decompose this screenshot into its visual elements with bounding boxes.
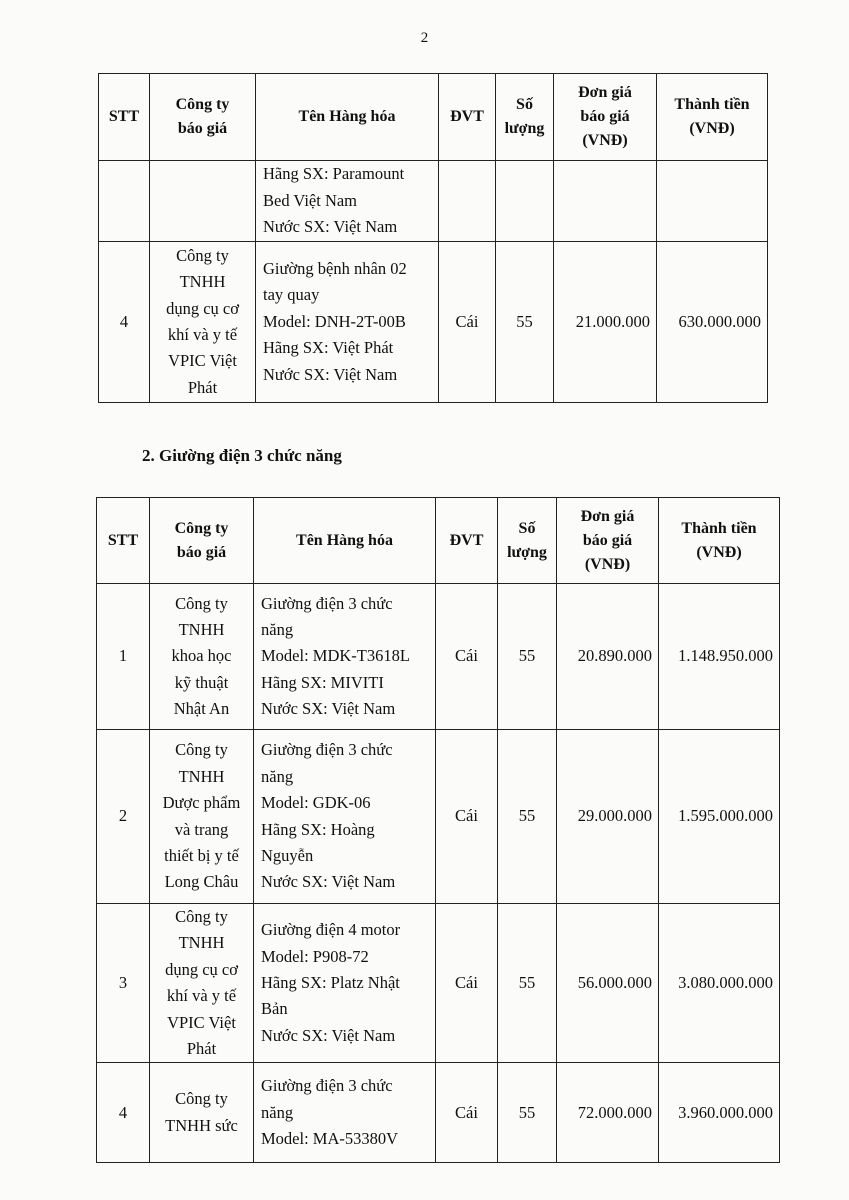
header-total: Thành tiền (VNĐ) [659, 498, 780, 584]
cell-total: 3.960.000.000 [659, 1063, 780, 1163]
cell-unit-price [554, 161, 657, 242]
header-unit: ĐVT [436, 498, 498, 584]
header-stt: STT [97, 498, 150, 584]
cell-unit: Cái [436, 904, 498, 1063]
cell-stt: 4 [99, 242, 150, 403]
cell-unit: Cái [439, 242, 496, 403]
table-row [97, 584, 780, 730]
cell-unit: Cái [436, 730, 498, 904]
cell-stt: 2 [97, 730, 150, 904]
cell-total: 3.080.000.000 [659, 904, 780, 1063]
cell-quantity: 55 [498, 730, 557, 904]
cell-total: 1.595.000.000 [659, 730, 780, 904]
table-header-row [97, 498, 780, 584]
cell-unit-price: 29.000.000 [557, 730, 659, 904]
quotation-table-section-1 [98, 73, 768, 403]
table-row [99, 161, 768, 242]
header-company: Công ty báo giá [150, 498, 254, 584]
table-row [97, 904, 780, 1063]
header-quantity: Số lượng [496, 74, 554, 161]
cell-goods: Hãng SX: Paramount Bed Việt Nam Nước SX: Việt Nam [256, 161, 439, 242]
table-row [97, 1063, 780, 1163]
header-unit: ĐVT [439, 74, 496, 161]
cell-unit: Cái [436, 1063, 498, 1163]
cell-company: Công ty TNHH sức [150, 1063, 254, 1163]
cell-company [150, 161, 256, 242]
cell-quantity: 55 [498, 1063, 557, 1163]
cell-quantity: 55 [498, 584, 557, 730]
cell-unit-price: 56.000.000 [557, 904, 659, 1063]
table-row [97, 730, 780, 904]
table-row [99, 242, 768, 403]
cell-quantity [496, 161, 554, 242]
header-goods: Tên Hàng hóa [256, 74, 439, 161]
cell-company: Công ty TNHH dụng cụ cơ khí và y tế VPIC Việt Phát [150, 242, 256, 403]
quotation-table-section-2 [96, 497, 780, 1163]
section-heading: 2. Giường điện 3 chức năng [142, 446, 342, 465]
cell-stt [99, 161, 150, 242]
cell-goods: Giường điện 4 motor Model: P908-72 Hãng SX: Platz Nhật Bản Nước SX: Việt Nam [254, 904, 436, 1063]
table-header-row [99, 74, 768, 161]
cell-unit: Cái [436, 584, 498, 730]
cell-unit [439, 161, 496, 242]
cell-company: Công ty TNHH dụng cụ cơ khí và y tế VPIC Việt Phát [150, 904, 254, 1063]
cell-stt: 1 [97, 584, 150, 730]
cell-stt: 4 [97, 1063, 150, 1163]
cell-goods: Giường điện 3 chức năng Model: MA-53380V [254, 1063, 436, 1163]
header-unit-price: Đơn giá báo giá (VNĐ) [557, 498, 659, 584]
header-quantity: Số lượng [498, 498, 557, 584]
cell-unit-price: 72.000.000 [557, 1063, 659, 1163]
header-goods: Tên Hàng hóa [254, 498, 436, 584]
page-number: 2 [420, 30, 429, 46]
cell-goods: Giường điện 3 chức năng Model: GDK-06 Hãng SX: Hoàng Nguyễn Nước SX: Việt Nam [254, 730, 436, 904]
cell-quantity: 55 [498, 904, 557, 1063]
cell-total [657, 161, 768, 242]
cell-unit-price: 20.890.000 [557, 584, 659, 730]
header-unit-price: Đơn giá báo giá (VNĐ) [554, 74, 657, 161]
header-total: Thành tiền (VNĐ) [657, 74, 768, 161]
cell-total: 1.148.950.000 [659, 584, 780, 730]
cell-total: 630.000.000 [657, 242, 768, 403]
cell-unit-price: 21.000.000 [554, 242, 657, 403]
cell-company: Công ty TNHH Dược phẩm và trang thiết bị y tế Long Châu [150, 730, 254, 904]
cell-stt: 3 [97, 904, 150, 1063]
cell-goods: Giường bệnh nhân 02 tay quay Model: DNH-2T-00B Hãng SX: Việt Phát Nước SX: Việt Nam [256, 242, 439, 403]
header-stt: STT [99, 74, 150, 161]
cell-goods: Giường điện 3 chức năng Model: MDK-T3618L Hãng SX: MIVITI Nước SX: Việt Nam [254, 584, 436, 730]
cell-company: Công ty TNHH khoa học kỹ thuật Nhật An [150, 584, 254, 730]
header-company: Công ty báo giá [150, 74, 256, 161]
cell-quantity: 55 [496, 242, 554, 403]
